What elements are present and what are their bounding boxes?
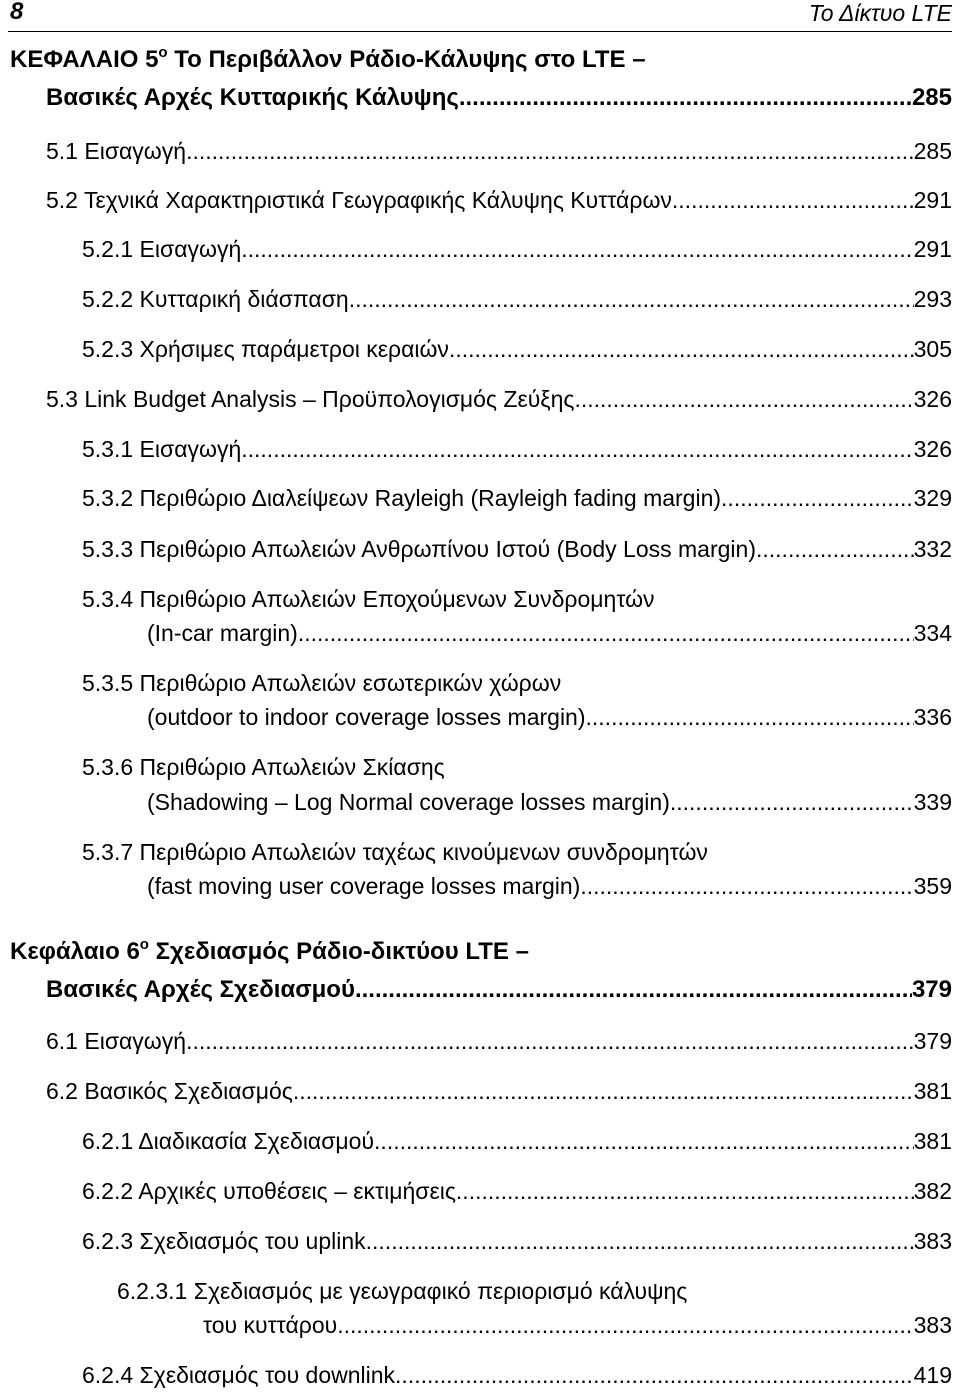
- toc-entry-5-3-1[interactable]: 5.3.1 Εισαγωγή ..... 326: [82, 436, 952, 463]
- page-ref: 305: [913, 336, 952, 362]
- toc-entry-5-2-2[interactable]: 5.2.2 Κυτταρική διάσπαση ..... 293: [82, 286, 952, 313]
- page-ref: 383: [913, 1312, 952, 1338]
- toc-entry-6-2-1[interactable]: 6.2.1 Διαδικασία Σχεδιασμού ..... 381: [82, 1128, 952, 1155]
- toc-entry-6-2-3[interactable]: 6.2.3 Σχεδιασμός του uplink ..... 383: [82, 1228, 952, 1255]
- toc-entry-5-1[interactable]: 5.1 Εισαγωγή ..... 285: [46, 138, 952, 165]
- toc-entry-6-2-3-1-line1[interactable]: 6.2.3.1 Σχεδιασμός με γεωγραφικό περιορισμό κάλυψης: [117, 1278, 688, 1304]
- page-ref: 291: [913, 236, 952, 262]
- page-ref: 381: [913, 1078, 952, 1104]
- page-ref: 329: [913, 485, 952, 511]
- toc-chapter-5-line1[interactable]: ΚΕΦΑΛΑΙΟ $5^o$ Το Περιβάλλον Ράδιο-Κάλυψης στο LTE –: [10, 44, 646, 73]
- page-ref: 326: [913, 386, 952, 412]
- page-ref: 285: [913, 138, 952, 164]
- toc-entry-5-2-1[interactable]: 5.2.1 Εισαγωγή ..... 291: [82, 236, 952, 263]
- toc-entry-5-3-5-line1[interactable]: 5.3.5 Περιθώριο Απωλειών εσωτερικών χώρων: [82, 670, 562, 696]
- toc-entry-5-3[interactable]: 5.3 Link Budget Analysis – Προϋπολογισμός Ζεύξης ..... 326: [46, 386, 952, 413]
- toc-entry-5-3-7[interactable]: (fast moving user coverage losses margin) ..... 359: [147, 873, 952, 900]
- page-ref: 285: [911, 84, 952, 111]
- toc-entry-6-2[interactable]: 6.2 Βασικός Σχεδιασμός ..... 381: [46, 1078, 952, 1105]
- toc-chapter-6[interactable]: Βασικές Αρχές Σχεδιασμού ..... 379: [46, 976, 952, 1004]
- toc-entry-6-2-4[interactable]: 6.2.4 Σχεδιασμός του downlink ..... 419: [82, 1362, 952, 1389]
- toc-entry-5-3-6-line1[interactable]: 5.3.6 Περιθώριο Απωλειών Σκίασης: [82, 754, 445, 780]
- toc-entry-5-3-4[interactable]: (In-car margin) ..... 334: [147, 620, 952, 647]
- page-ref: 293: [913, 286, 952, 312]
- page-ref: 379: [911, 976, 952, 1003]
- page-ref: 339: [913, 789, 952, 815]
- page-ref: 379: [913, 1028, 952, 1054]
- toc-entry-5-3-4-line1[interactable]: 5.3.4 Περιθώριο Απωλειών Εποχούμενων Συνδρομητών: [82, 586, 655, 612]
- page-ref: 291: [913, 187, 952, 213]
- running-title: Το Δίκτυο LTE: [808, 0, 952, 26]
- toc-entry-5-3-2[interactable]: 5.3.2 Περιθώριο Διαλείψεων Rayleigh (Rayleigh fading margin) ..... 329: [82, 485, 952, 512]
- page-number: 8: [10, 0, 24, 25]
- page-ref: 359: [913, 873, 952, 899]
- toc-entry-5-3-5[interactable]: (outdoor to indoor coverage losses margin) ..... 336: [147, 704, 952, 731]
- page-ref: 382: [913, 1178, 952, 1204]
- toc-entry-5-3-7-line1[interactable]: 5.3.7 Περιθώριο Απωλειών ταχέως κινούμενων συνδρομητών: [82, 839, 708, 865]
- toc-entry-5-3-6[interactable]: (Shadowing – Log Normal coverage losses margin) ..... 339: [147, 789, 952, 816]
- toc-entry-5-2-3[interactable]: 5.2.3 Χρήσιμες παράμετροι κεραιών ..... 305: [82, 336, 952, 363]
- toc-entry-5-2[interactable]: 5.2 Τεχνικά Χαρακτηριστικά Γεωγραφικής Κάλυψης Κυττάρων ..... 291: [46, 187, 952, 214]
- page-ref: 383: [913, 1228, 952, 1254]
- page-ref: 334: [913, 620, 952, 646]
- toc-chapter-6-line1[interactable]: Κεφάλαιο $6^o$ Σχεδιασμός Ράδιο-δικτύου LTE –: [10, 936, 529, 965]
- page-ref: 332: [913, 536, 952, 562]
- page-ref: 326: [913, 436, 952, 462]
- page-ref: 336: [913, 704, 952, 730]
- page-ref: 419: [913, 1362, 952, 1388]
- toc-chapter-5[interactable]: Βασικές Αρχές Κυτταρικής Κάλυψης ..... 285: [46, 84, 952, 112]
- toc-entry-6-2-3-1[interactable]: του κυττάρου. ..... 383: [203, 1312, 952, 1339]
- toc-entry-5-3-3[interactable]: 5.3.3 Περιθώριο Απωλειών Ανθρωπίνου Ιστού (Body Loss margin) ..... 332: [82, 536, 952, 563]
- page-ref: 381: [913, 1128, 952, 1154]
- toc-entry-6-1[interactable]: 6.1 Εισαγωγή ..... 379: [46, 1028, 952, 1055]
- toc-entry-6-2-2[interactable]: 6.2.2 Αρχικές υποθέσεις – εκτιμήσεις ..... 382: [82, 1178, 952, 1205]
